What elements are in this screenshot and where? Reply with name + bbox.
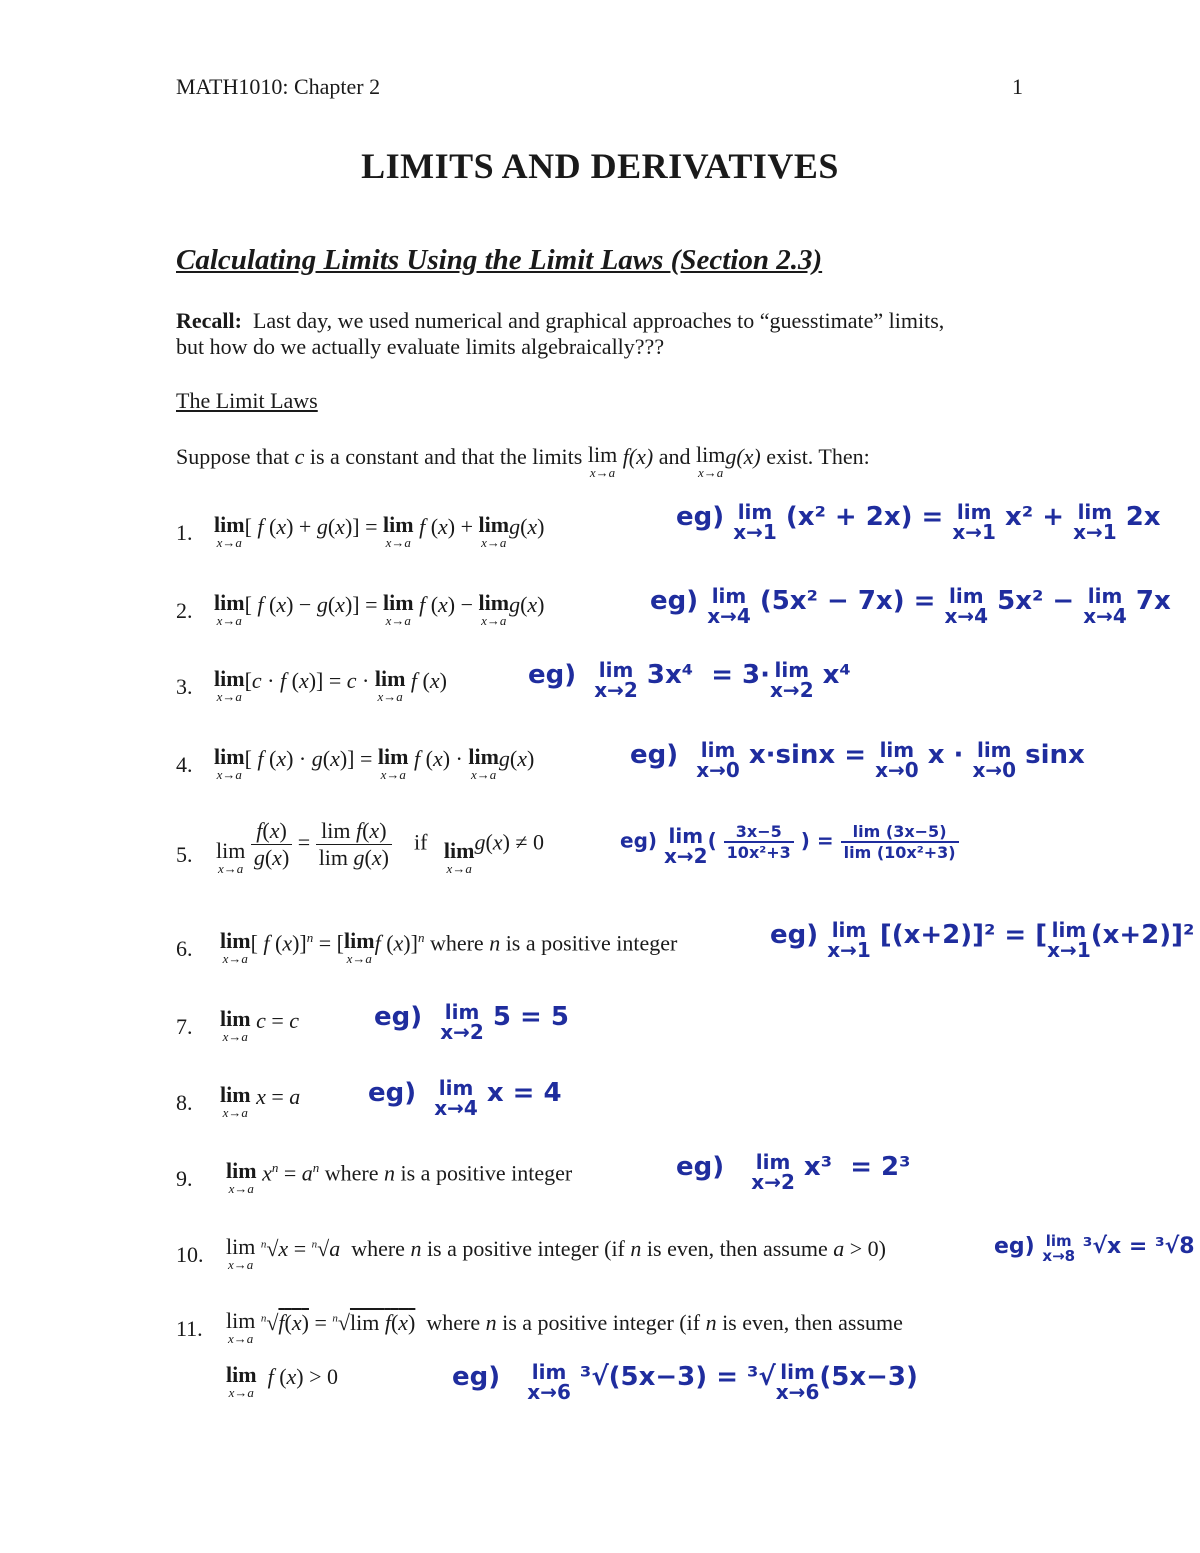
law-number: 10. [176, 1242, 204, 1267]
law-number: 2. [176, 598, 193, 623]
law-number: 8. [176, 1090, 193, 1115]
law-5-example: eg) lim x→2 ( $\frac{3x-5}{\text{10x²+3}}$ ) = $\frac{\lim (3x-5)}{\text{lim (10x²+3)}}$ [620, 822, 959, 866]
law-7-formula: lim x→a c = c [220, 1006, 300, 1044]
law-4-formula: lim x→a [ f (x) · g(x)] = lim x→a f (x) · lim x→a g(x) [214, 744, 535, 782]
law-5-formula: lim x→a $\frac{f(x)}{g(x)}$ = $\frac{\text{lim f(x)}}{\text{lim g(x)}}$ if lim x→a g(x) ≠ 0 [216, 818, 544, 876]
law-2-formula: lim x→a [ f (x) − g(x)] = lim x→a f (x) − lim x→a g(x) [214, 590, 545, 628]
law-11-formula-cont: lim x→a f (x) > 0 [226, 1362, 339, 1400]
lim-f-intro: lim x→a [587, 442, 618, 480]
law-number: 9. [176, 1166, 193, 1191]
law-number: 7. [176, 1014, 193, 1039]
page-title: LIMITS AND DERIVATIVES [361, 146, 839, 186]
law-3-formula: lim x→a [c · f (x)] = c · lim x→a f (x) [214, 666, 447, 704]
law-number: 11. [176, 1316, 203, 1341]
recall-label: Recall: [176, 308, 242, 333]
law-3-example: eg) lim x→2 3x⁴ = 3· lim x→2 x⁴ [528, 658, 851, 702]
law-8-formula: lim x→a x = a [220, 1082, 301, 1120]
law-number: 6. [176, 936, 193, 961]
page-number: 1 [1012, 74, 1023, 99]
law-number: 5. [176, 842, 193, 867]
recall-text: Last day, we used numerical and graphical approaches to “guesstimate” limits, [252, 308, 945, 333]
recall-line-1 [176, 308, 944, 334]
lim-g-intro: lim x→a [695, 442, 726, 480]
law-9-formula: lim x→a $x^n = a^n$ where n is a positive integer [226, 1158, 573, 1196]
law-1-formula: lim x→a [ f (x) + g(x)] = lim x→a f (x) + lim x→a g(x) [214, 512, 545, 550]
law-number: 4. [176, 752, 193, 777]
law-text-index: lim[ f (x) + g(x)] = lim f (x) + lim g(x) eg) lim (x² + 2x) = lim x² + lim 2x lim[ f (x) − g(x)] = lim f (x) − lim g(x) eg) lim (5x² − 7x) = lim 5x² − lim 7x lim[c · f (x)] = c · lim f (x) eg) lim 3x⁴ = 3 · lim x⁴ lim[ f (x) · g(x)] = lim f (x) · lim g(x) eg) lim x·sinx = lim x · lim sinx lim f(x)/g(x) = lim f(x) / lim g(x) if lim g(x) ≠ 0 eg) lim (3x−5)/(10x²+3) = lim (3x−5) / lim (10x²+3) lim[ f (x)]ⁿ = [lim f (x)]ⁿ where n is a positive integer eg) lim [(x+2)]² = [lim (x+2)]² lim c = c eg) lim 5 = 5 lim x = a eg) lim x = 4 lim xⁿ = aⁿ where n is a positive integer eg) lim x³ = 2³ lim ⁿ√x = ⁿ√a where n is a positive integer (if n is even, then assume a > 0) eg) lim ³√x = ³√8 lim ⁿ√f(x) = ⁿ√lim f(x) where n is a positive integer (if n is even, then assume lim f (x) > 0 eg) lim ³√(5x−3) = ³√lim (5x−3) [176, 1470, 487, 1471]
law-11-example: eg) lim x→6 ³√(5x−3) = ³√ lim x→6 (5x−3) [452, 1360, 918, 1404]
intro-sentence: Suppose that c is a constant and that the limits lim x→a f(x) and lim x→a g(x) exist. Then: [176, 442, 870, 480]
law-10-example: eg) lim x→8 ³√x = ³√8 [994, 1232, 1195, 1265]
law-4-example: eg) lim x→0 x·sinx = lim x→0 x · lim x→0 sinx [630, 738, 1085, 782]
law-11-formula: lim x→a $^n$√f(x) = $^n$√lim f(x) where n is a positive integer (if n is even, then assume [226, 1308, 903, 1346]
law-8-example: eg) lim x→4 x = 4 [368, 1076, 562, 1120]
law-6-formula: lim x→a [ f (x)]$^n$ = [lim x→a f (x)]$^n$ where n is a positive integer [220, 928, 678, 966]
law-9-example: eg) lim x→2 x³ = 2³ [676, 1150, 911, 1194]
header-course: MATH1010: Chapter 2 [176, 74, 381, 99]
law-1-example: eg) lim x→1 (x² + 2x) = lim x→1 x² + lim x→1 2x [676, 500, 1161, 544]
limit-laws-heading: The Limit Laws [176, 388, 318, 413]
law-number: 1. [176, 520, 193, 545]
law-2-example: eg) lim x→4 (5x² − 7x) = lim x→4 5x² − lim x→4 7x [650, 584, 1171, 628]
law-10-formula: lim x→a $^n$√x = $^n$√a where n is a positive integer (if n is even, then assume a > 0) [226, 1234, 886, 1272]
law-7-example: eg) lim x→2 5 = 5 [374, 1000, 569, 1044]
law-number: 3. [176, 674, 193, 699]
law-6-example: eg) lim x→1 [(x+2)]² = [ lim x→1 (x+2)]² [770, 918, 1195, 962]
section-heading: Calculating Limits Using the Limit Laws (Section 2.3) [176, 244, 823, 276]
recall-line-2: but how do we actually evaluate limits algebraically??? [176, 334, 665, 359]
